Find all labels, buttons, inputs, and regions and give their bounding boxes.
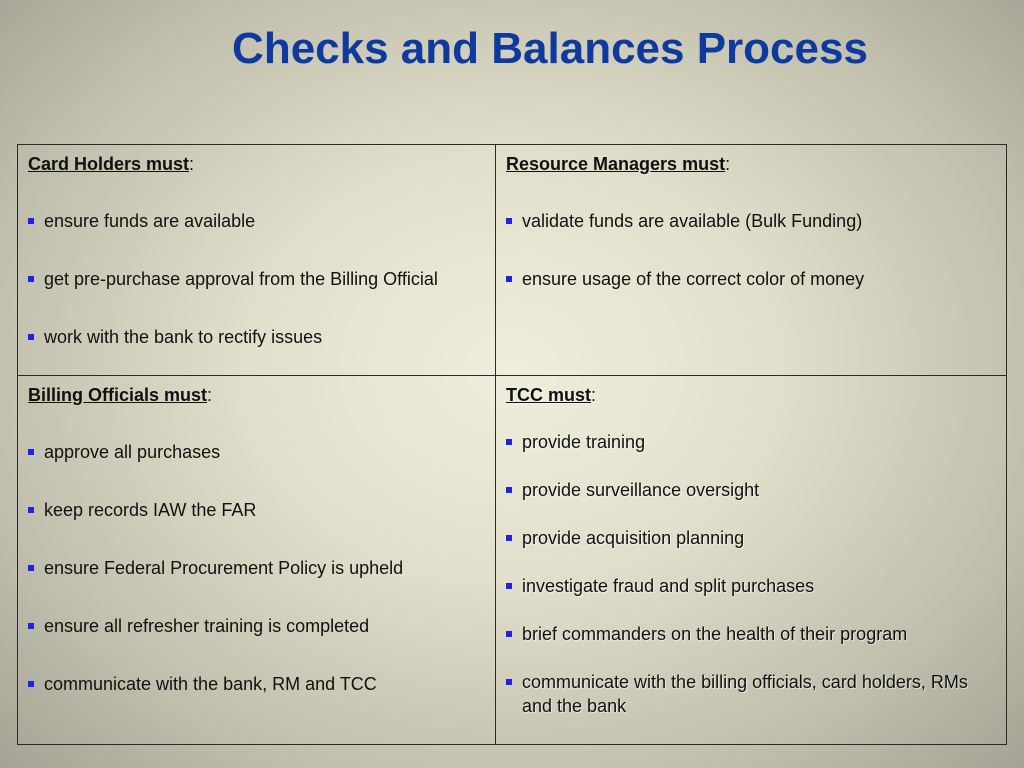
- list-item: get pre-purchase approval from the Billing Official: [28, 267, 485, 291]
- bullet-icon: [506, 218, 512, 224]
- resource-managers-heading: Resource Managers must:: [506, 154, 731, 174]
- responsibilities-table: [17, 144, 1007, 745]
- tcc-heading: TCC must:: [506, 385, 597, 405]
- billing-officials-list: [28, 440, 485, 696]
- billing-officials-heading: Billing Officials must:: [28, 385, 213, 405]
- list-item: validate funds are available (Bulk Funding): [506, 209, 996, 233]
- bullet-icon: [28, 334, 34, 340]
- resource-managers-list: [506, 209, 996, 291]
- bullet-icon: [506, 276, 512, 282]
- bullet-icon: [506, 535, 512, 541]
- list-item: investigate fraud and split purchases: [506, 574, 996, 598]
- list-item: communicate with the billing officials, card holders, RMs and the bank: [506, 670, 996, 718]
- billing-officials-cell: [18, 376, 496, 745]
- bullet-icon: [506, 583, 512, 589]
- bullet-icon: [506, 631, 512, 637]
- bullet-icon: [506, 439, 512, 445]
- bullet-icon: [28, 276, 34, 282]
- card-holders-list: [28, 209, 485, 349]
- list-item: brief commanders on the health of their program: [506, 622, 996, 646]
- tcc-cell: [496, 376, 1007, 745]
- list-item: provide surveillance oversight: [506, 478, 996, 502]
- bullet-icon: [28, 681, 34, 687]
- list-item: ensure Federal Procurement Policy is upheld: [28, 556, 485, 580]
- bullet-icon: [28, 507, 34, 513]
- slide-title: Checks and Balances Process: [232, 24, 868, 73]
- list-item: provide acquisition planning: [506, 526, 996, 550]
- table-row: [18, 145, 1007, 376]
- list-item: work with the bank to rectify issues: [28, 325, 485, 349]
- list-item: ensure funds are available: [28, 209, 485, 233]
- card-holders-heading: Card Holders must:: [28, 154, 195, 174]
- bullet-icon: [28, 565, 34, 571]
- list-item: provide training: [506, 430, 996, 454]
- resource-managers-cell: [496, 145, 1007, 376]
- list-item: ensure usage of the correct color of money: [506, 267, 996, 291]
- list-item: keep records IAW the FAR: [28, 498, 485, 522]
- list-item: ensure all refresher training is completed: [28, 614, 485, 638]
- bullet-icon: [28, 449, 34, 455]
- list-item: approve all purchases: [28, 440, 485, 464]
- bullet-icon: [506, 487, 512, 493]
- bullet-icon: [28, 623, 34, 629]
- tcc-list: [506, 430, 996, 718]
- bullet-icon: [506, 679, 512, 685]
- table-row: [18, 376, 1007, 745]
- list-item: communicate with the bank, RM and TCC: [28, 672, 485, 696]
- bullet-icon: [28, 218, 34, 224]
- card-holders-cell: [18, 145, 496, 376]
